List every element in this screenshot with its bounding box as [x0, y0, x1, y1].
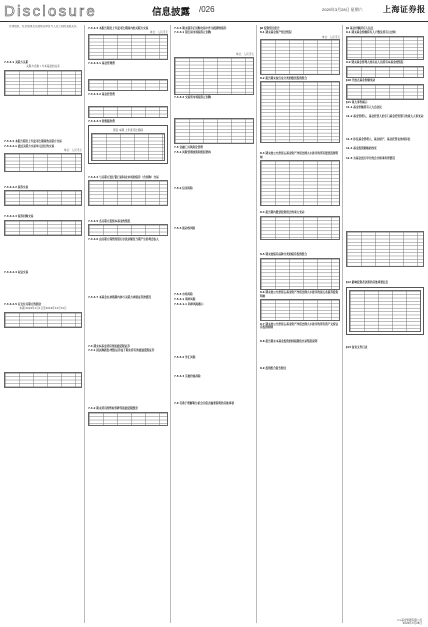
section-heading: 7.5.4.2 外汇风险	[174, 356, 196, 360]
column-2	[88, 25, 168, 623]
broker-trade-table	[4, 153, 82, 172]
staff-holding-table	[346, 66, 424, 78]
intro-text: 自律组织、社会团体及其他相关单位与人员之间的关联关系。	[9, 25, 80, 28]
section-heading: 7.3.4.2.4 权证交易	[4, 271, 29, 275]
share-change-table	[346, 84, 424, 100]
column-3	[174, 25, 254, 623]
issue-date: 2020年3月28日 星期六	[322, 7, 363, 12]
page-number: /026	[199, 5, 215, 14]
section-heading: 7.5.4.1.1 利率风险敞口	[174, 303, 204, 307]
section-heading: 7.3.4.4 与关联方进行银行间同业市场的债券（含回购）交易	[88, 175, 159, 179]
section-heading: 7.4.1 因认购新发/增发证券而于期末持有的流通受限证券	[88, 349, 155, 353]
section-heading: §13 备查文件目录	[346, 345, 368, 349]
other-info-table	[349, 290, 421, 332]
highlight-box	[346, 287, 424, 335]
interbank-trade-table	[88, 180, 168, 206]
section-heading: 7.4.3.1 银行间市场债券正回购	[174, 31, 212, 35]
bond-trade-table	[4, 190, 82, 206]
section-heading: 8.3 期末按公允价值占基金资产净值比例大小排序的所有股票投资明细	[260, 152, 339, 159]
section-heading: 11.1 基金份额持有人大会决议	[346, 106, 382, 110]
repo-collateral-table	[174, 57, 254, 95]
section-heading: 7.5.1 风险管理政策和组织架构	[174, 150, 211, 154]
section-heading: 8.7 期末按公允价值占基金资产净值比例大小排序的所有资产支持证券投资明细	[260, 322, 339, 329]
section-title: 信息披露	[152, 7, 191, 18]
section-heading: 7.3.4.2.5 应支付关联方的佣金	[4, 302, 42, 306]
custody-fee-table	[88, 106, 168, 118]
stock-changes-table	[260, 216, 340, 240]
section-heading: 7.3.4.1 关联方关系	[4, 60, 29, 64]
section-heading: 8.2 报告期末按行业分类的股票投资组合	[260, 76, 307, 80]
masthead	[0, 0, 428, 22]
section-heading: 7.5.3 流动性风险	[174, 226, 196, 230]
section-heading: §11 重大事件揭示	[346, 101, 368, 105]
section-heading: 7.5 金融工具风险及管理	[174, 145, 203, 149]
highlight-box	[88, 125, 168, 164]
unit-label: 单位：人民币元	[235, 53, 254, 57]
section-heading: 7.5.2 信用风险	[174, 186, 193, 190]
section-heading: 7.4 期末本基金持有的流通受限证券	[88, 344, 130, 348]
industry-table	[260, 81, 340, 143]
commission-table	[4, 312, 82, 328]
section-heading: 7.3.4.2.2 债券交易	[4, 185, 29, 189]
related-investment-table	[88, 224, 168, 236]
top-bond-table	[260, 299, 340, 321]
section-heading: 8.4 报告期内股票投资组合的重大变动	[260, 211, 305, 215]
column-divider	[256, 25, 257, 623]
asset-allocation-table	[260, 39, 340, 75]
section-heading: 11.4 基金投资策略的改变	[346, 147, 377, 151]
section-heading: 7.3.4.3.3 销售服务费	[88, 119, 115, 123]
column-divider	[170, 25, 171, 623]
table-caption: 项目 本期 上年度可比期间	[112, 129, 144, 133]
signature-block	[397, 619, 422, 625]
table-caption: 本期 2019年1月1日至2019年12月31日	[19, 307, 67, 311]
sales-service-fee-table	[91, 133, 165, 161]
section-heading: 7.6 有助于理解和分析会计报表需要说明的其他事项	[174, 401, 234, 405]
section-heading: 7.3.4.7 本基金在承销期内参与关联方承销证券的情况	[88, 295, 151, 299]
section-heading: 7.3.4.3.1 基金管理费	[88, 61, 115, 65]
section-heading: 7.3.4.2.1 通过关联方交易单元进行的交易	[4, 145, 55, 149]
section-heading: 7.5.4.3 其他价格风险	[174, 374, 201, 378]
section-heading: 11.3 涉及基金管理人、基金财产、基金托管业务的诉讼	[346, 137, 411, 141]
section-heading: 7.3.4.6 由关联方保管的银行存款余额及当期产生的利息收入	[88, 237, 159, 241]
section-heading: 8.6 期末按公允价值占基金资产净值比例大小排序的前五名债券投资明细	[260, 291, 339, 298]
unit-label: 单位：人民币元	[321, 35, 340, 39]
company-name: ××基金管理有限公司	[396, 618, 422, 622]
column-5	[346, 25, 424, 623]
unit-label: 单位：人民币元	[149, 30, 168, 34]
section-heading: 7.5.4.1 利率风险	[174, 298, 196, 302]
suspended-stock-table	[88, 412, 168, 426]
section-heading: 7.3.4.5 各关联方投资本基金的情况	[88, 219, 131, 223]
section-heading: 7.4.3.2 交易所市场债券正回购	[174, 96, 212, 100]
column-1	[4, 25, 82, 623]
holder-structure-table	[346, 36, 424, 60]
table-caption: 关联方名称 / 与本基金的关系	[26, 65, 60, 69]
section-heading: 9.1 期末基金份额持有人户数及持有人结构	[346, 31, 396, 35]
section-heading: 8.8 报告期末本基金投资的国债期货交易情况说明	[260, 339, 318, 343]
bond-type-table	[260, 258, 340, 290]
section-heading: §12 影响投资者决策的其他重要信息	[346, 281, 389, 285]
column-divider	[84, 25, 85, 623]
column-4	[260, 25, 340, 623]
section-heading: 7.3.4.2.3 债券回购交易	[4, 215, 34, 219]
trading-unit-table	[346, 231, 424, 267]
signature-date: 2020年3月28日	[402, 621, 422, 625]
section-heading: 11.2 基金管理人、基金托管人的专门基金托管部门的重大人事变动	[346, 115, 424, 119]
section-heading: 8.5 期末按债券品种分类的债券投资组合	[260, 253, 307, 257]
management-fee-table	[88, 79, 168, 91]
repo-trade-table	[4, 220, 82, 236]
section-heading: 7.3.4.3.2 基金托管费	[88, 92, 115, 96]
section-heading: 7.5.4 市场风险	[174, 293, 193, 297]
section-heading: §10 开放式基金份额变动	[346, 79, 376, 83]
section-heading: 7.3.4.2 本报告期及上年度可比期间的关联方交易	[4, 140, 62, 144]
newspaper-name: 上海证券报	[383, 4, 426, 14]
section-heading: 11.5 为基金进行审计的会计师事务所情况	[346, 156, 395, 160]
stock-holdings-table	[260, 160, 340, 206]
section-heading: 7.4.3 期末债券正回购交易中作为抵押的债券	[174, 26, 227, 30]
unit-label: 单位：人民币元	[63, 149, 82, 153]
masthead-word: Disclosure	[4, 3, 98, 20]
section-heading: 7.4.2 期末持有的暂时停牌等流通受限股票	[88, 407, 138, 411]
commission-table-prior	[4, 372, 82, 388]
exchange-repo-table	[174, 118, 254, 144]
section-heading: 7.3.4.3 本报告期及上年度可比期间内的关联方交易	[88, 26, 149, 30]
related-party-table	[4, 70, 82, 96]
section-heading: §8 投资组合报告	[260, 26, 280, 30]
fee-table	[88, 34, 168, 60]
section-heading: 8.9 投资组合报告附注	[260, 366, 287, 370]
section-heading: 9.2 期末基金管理人的从业人员持有本基金的情况	[346, 61, 404, 65]
section-heading: 8.1 期末基金资产组合情况	[260, 31, 292, 35]
column-divider	[342, 25, 343, 623]
section-heading: §9 基金份额持有人信息	[346, 26, 374, 30]
